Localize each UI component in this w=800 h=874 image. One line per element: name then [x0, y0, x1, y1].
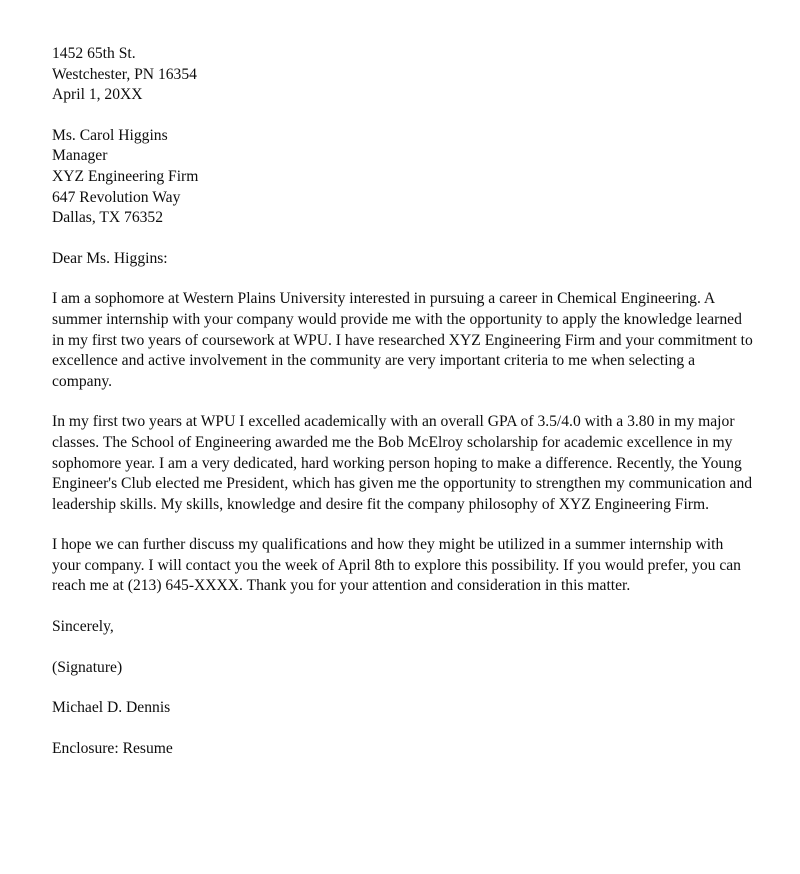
recipient-name: Ms. Carol Higgins	[52, 126, 168, 144]
letter-body	[52, 44, 755, 759]
recipient-street: 647 Revolution Way	[52, 188, 181, 206]
body-paragraph-2: In my first two years at WPU I excelled academically with an overall GPA of 3.5/4.0 with a 3.80 in my major classes. The School of Engineering awarded me the Bob McElroy scholarship for academic excellence in my sophomore year. I am a very dedicated, hard working person hoping to make a difference. Recently, the Young Engineer's Club elected me President, which has given me the opportunity to strengthen my communication and leadership skills. My skills, knowledge and desire fit the company philosophy of XYZ Engineering Firm.	[52, 413, 753, 513]
recipient-address-block	[52, 126, 755, 229]
recipient-city-state-zip: Dallas, TX 76352	[52, 209, 164, 227]
valediction: Sincerely,	[52, 618, 114, 636]
sender-address-block	[52, 44, 755, 106]
letter-date: April 1, 20XX	[52, 86, 143, 104]
sender-name: Michael D. Dennis	[52, 699, 171, 717]
recipient-title: Manager	[52, 147, 108, 165]
salutation: Dear Ms. Higgins:	[52, 249, 168, 267]
closing-block	[52, 617, 755, 759]
body-paragraph-3: I hope we can further discuss my qualifications and how they might be utilized in a summer internship with your company. I will contact you the week of April 8th to explore this possibility. If you would prefer, you can reach me at (213) 645-XXXX. Thank you for your attention and consideration in this matter.	[52, 536, 741, 595]
sender-city-state-zip-line: Westchester, PN 16354	[52, 65, 197, 83]
enclosure-note: Enclosure: Resume	[52, 739, 173, 757]
signature-placeholder: (Signature)	[52, 658, 123, 676]
recipient-company: XYZ Engineering Firm	[52, 167, 199, 185]
body-paragraph-1: I am a sophomore at Western Plains University interested in pursuing a career in Chemical Engineering. A summer internship with your company would provide me with the opportunity to apply the knowledge learned in my first two years of coursework at WPU. I have researched XYZ Engineering Firm and your commitment to excellence and active involvement in the community are very important criteria to me when selecting a company.	[52, 290, 753, 390]
sender-street-line: 1452 65th St.	[52, 45, 136, 62]
